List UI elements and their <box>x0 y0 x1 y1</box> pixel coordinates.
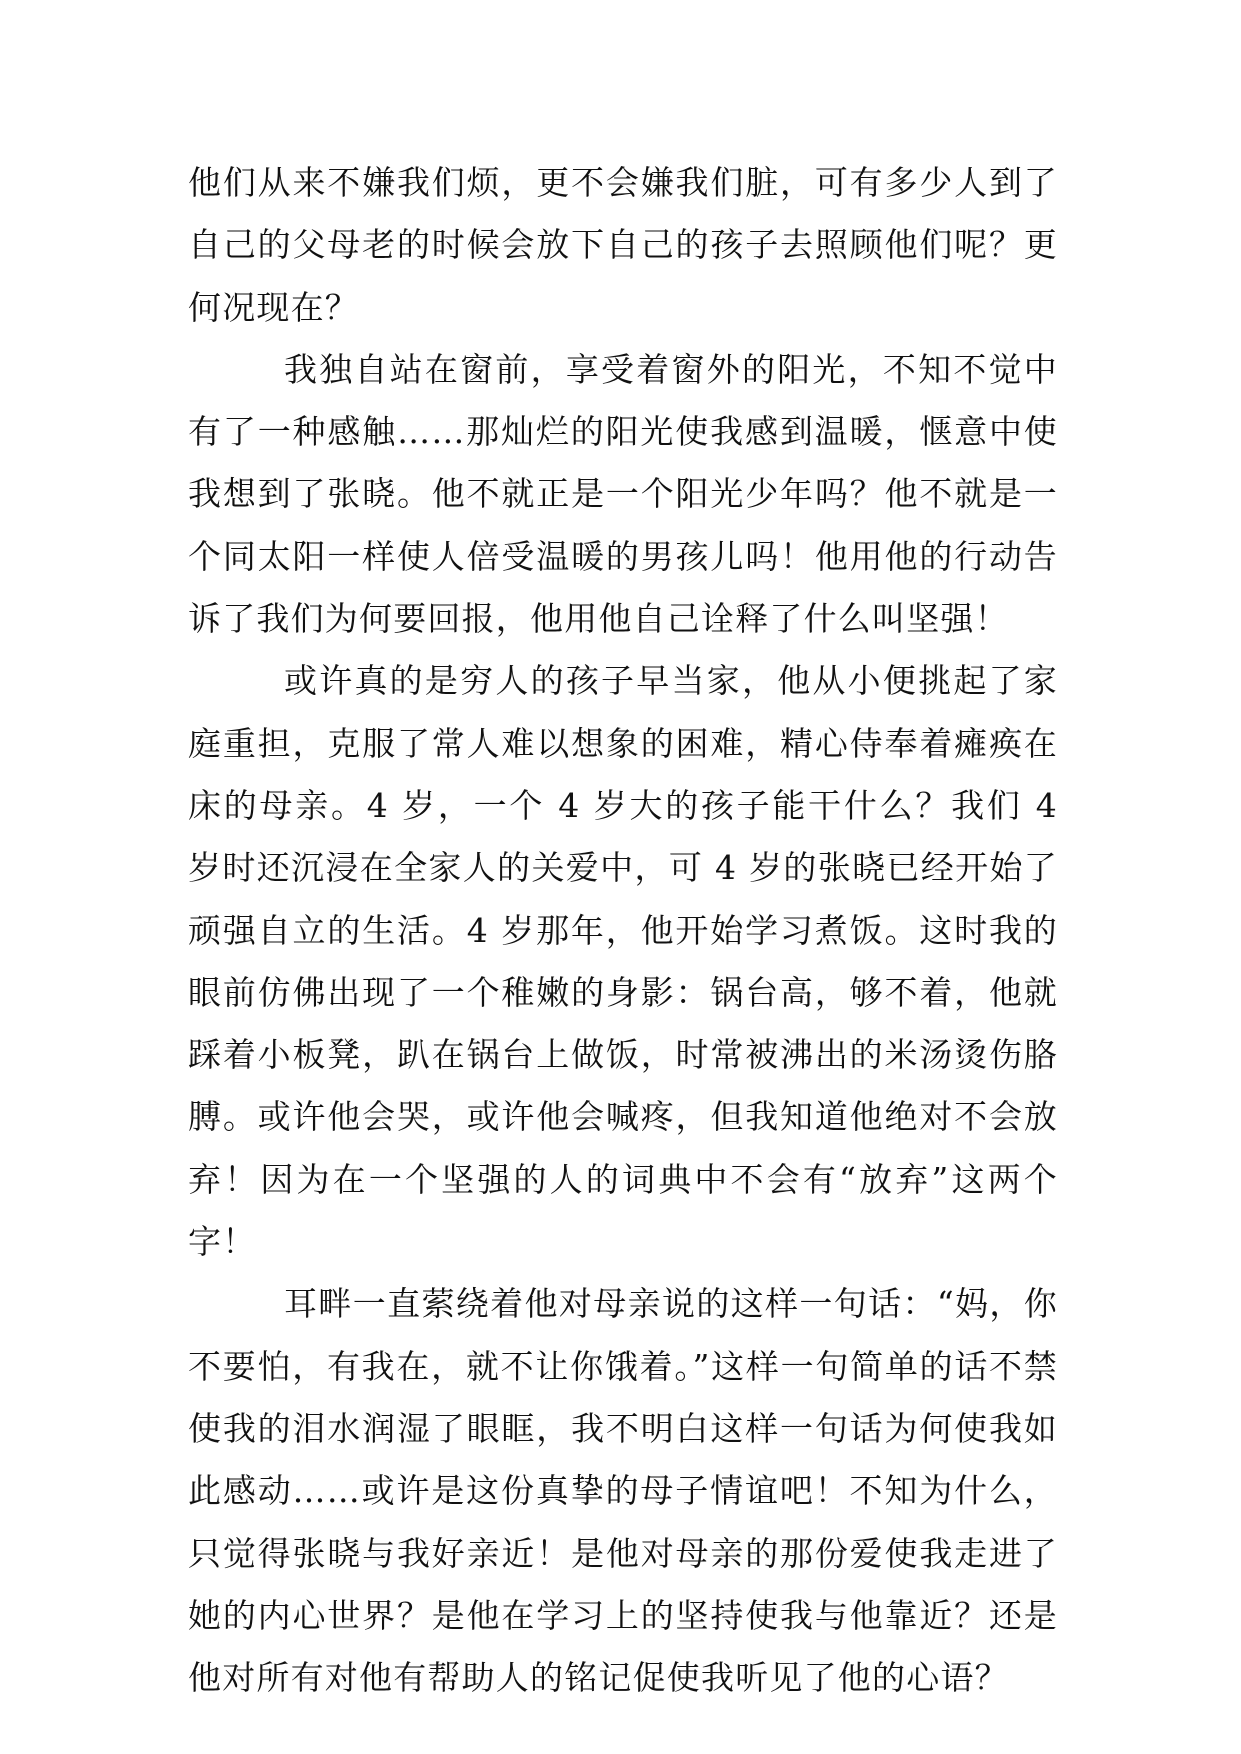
paragraph-3: 或许真的是穷人的孩子早当家，他从小便挑起了家庭重担，克服了常人难以想象的困难，精心侍奉着瘫痪在床的母亲。4 岁，一个 4 岁大的孩子能干什么？我们 4 岁时还沉浸在全家人的关爱中，可 4 岁的张晓已经开始了顽强自立的生活。4 岁那年，他开始学习煮饭。这时我的眼前仿佛出现了一个稚嫩的身影：锅台高，够不着，他就踩着小板凳，趴在锅台上做饭，时常被沸出的米汤烫伤胳膊。或许他会哭，或许他会喊疼，但我知道他绝对不会放弃！因为在一个坚强的人的词典中不会有“放弃”这两个字！ <box>188 661 1058 1262</box>
paragraph-4: 耳畔一直萦绕着他对母亲说的这样一句话：“妈，你不要怕，有我在，就不让你饿着。”这样一句简单的话不禁使我的泪水润湿了眼眶，我不明白这样一句话为何使我如此感动……或许是这份真挚的母子情谊吧！不知为什么，只觉得张晓与我好亲近！是他对母亲的那份爱使我走进了她的内心世界？是他在学习上的坚持使我与他靠近？还是他对所有对他有帮助人的铭记促使我听见了他的心语？ <box>188 1284 1058 1698</box>
paragraph-2: 我独自站在窗前，享受着窗外的阳光，不知不觉中有了一种感触……那灿烂的阳光使我感到温暖，惬意中使我想到了张晓。他不就正是一个阳光少年吗？他不就是一个同太阳一样使人倍受温暖的男孩儿吗！他用他的行动告诉了我们为何要回报，他用他自己诠释了什么叫坚强！ <box>188 349 1058 639</box>
paragraph-1: 他们从来不嫌我们烦，更不会嫌我们脏，可有多少人到了自己的父母老的时候会放下自己的孩子去照顾他们呢？更何况现在？ <box>188 163 1058 327</box>
body-text <box>188 152 1058 1709</box>
